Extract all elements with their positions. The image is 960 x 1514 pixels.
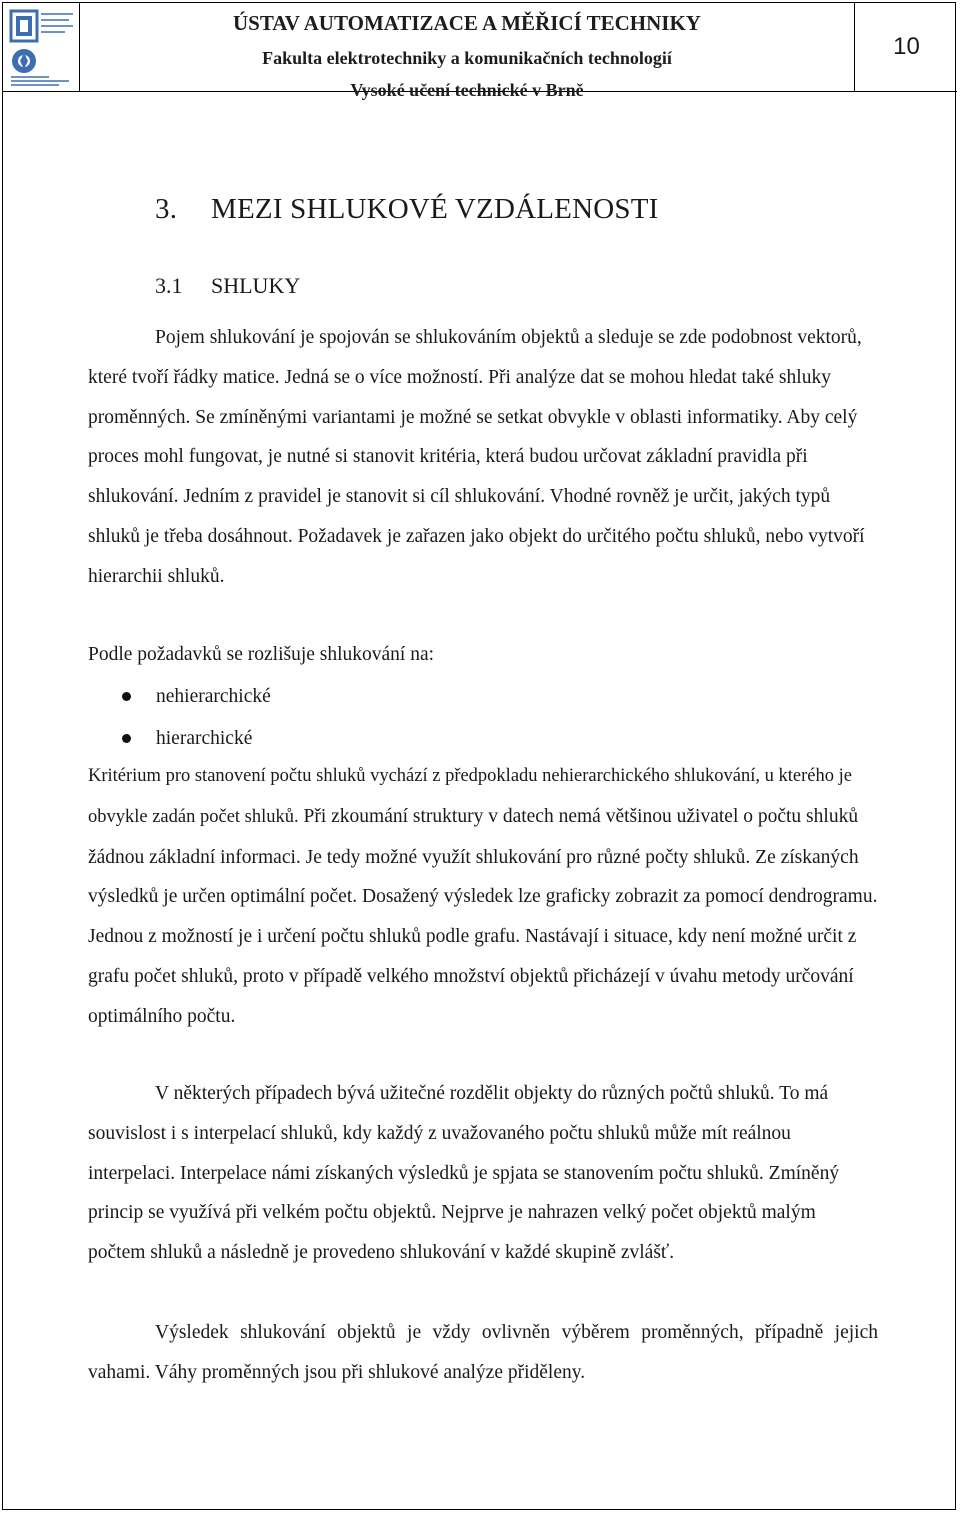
section-title-text: SHLUKY bbox=[211, 273, 301, 298]
chapter-number: 3. bbox=[155, 193, 178, 225]
header-title bbox=[80, 3, 854, 100]
bullet-icon bbox=[122, 692, 131, 701]
paragraph-1 bbox=[88, 318, 878, 597]
paragraph-3-rest: Při zkoumání struktury v datech nemá většinou uživatel o počtu shluků žádnou základní informaci. Je tedy možné využít shlukování pro různé počty shluků. Ze získaných výsledků je určen optimální počet. Dosažený výsledek lze graficky zobrazit za pomocí dendrogramu. Jednou z možností je i určení počtu shluků podle grafu. Nastávají i situace, kdy není možné určit z grafu počet shluků, proto v případě velkého množství objektů přicházejí v úvahu metody určování optimálního počtu. bbox=[88, 805, 878, 1027]
page-header bbox=[3, 3, 957, 100]
chapter-title-text: MEZI SHLUKOVÉ VZDÁLENOSTI bbox=[211, 193, 659, 225]
paragraph-3-first: Kritérium pro stanovení počtu shluků vychází z předpokladu nehierarchického shlukování, u kterého je obvykle zadán počet shluků. bbox=[88, 766, 852, 827]
page-frame bbox=[2, 2, 956, 1510]
paragraph-4 bbox=[88, 1074, 878, 1273]
list-item-text: nehierarchické bbox=[156, 686, 271, 707]
university-name: Vysoké učení technické v Brně bbox=[350, 80, 584, 100]
university-logo bbox=[3, 3, 80, 91]
institute-name: ÚSTAV AUTOMATIZACE A MĚŘICÍ TECHNIKY bbox=[233, 11, 701, 35]
bullet-list bbox=[88, 676, 788, 760]
faculty-name: Fakulta elektrotechniky a komunikačních technologií bbox=[262, 48, 672, 68]
section-title bbox=[155, 273, 300, 299]
paragraph-5-text: Výsledek shlukování objektů je vždy ovlivněn výběrem proměnných, případně jejich vahami. Váhy proměnných jsou při shlukové analýze přiděleny. bbox=[88, 1322, 878, 1383]
page-number: 10 bbox=[854, 3, 958, 91]
section-number: 3.1 bbox=[155, 273, 183, 298]
chapter-title bbox=[155, 193, 658, 226]
list-item bbox=[88, 676, 788, 718]
paragraph-2: Podle požadavků se rozlišuje shlukování na: bbox=[88, 644, 435, 665]
list-item bbox=[88, 718, 788, 760]
paragraph-1-text: Pojem shlukování je spojován se shlukováním objektů a sleduje se zde podobnost vektorů, které tvoří řádky matice. Jedná se o více možností. Při analýze dat se mohou hledat také shluky proměnných. Se zmíněnými variantami je možné se setkat obvykle v oblasti informatiky. Aby celý proces mohl fungovat, je nutné si stanovit kritéria, která budou určovat základní pravidla při shlukování. Jedním z pravidel je stanovit si cíl shlukování. Vhodné rovněž je určit, jakých typů shluků je třeba dosáhnout. Požadavek je zařazen jako objekt do určitého počtu shluků, nebo vytvoří hierarchii shluků. bbox=[88, 327, 865, 587]
bullet-icon bbox=[122, 734, 131, 743]
list-item-text: hierarchické bbox=[156, 728, 253, 749]
vut-logo-icon bbox=[9, 9, 75, 87]
paragraph-3 bbox=[88, 756, 878, 1037]
paragraph-4-text: V některých případech bývá užitečné rozdělit objekty do různých počtů shluků. To má souvislost i s interpelací shluků, kdy každý z uvažovaného počtu shluků může mít reálnou interpelaci. Interpelace námi získaných výsledků je spjata se stanovením počtu shluků. Zmíněný princip se využívá při velkém počtu objektů. Nejprve je nahrazen velký počet objektů malým počtem shluků a následně je provedeno shlukování v každé skupině zvlášť. bbox=[88, 1083, 840, 1264]
paragraph-5 bbox=[88, 1313, 878, 1393]
